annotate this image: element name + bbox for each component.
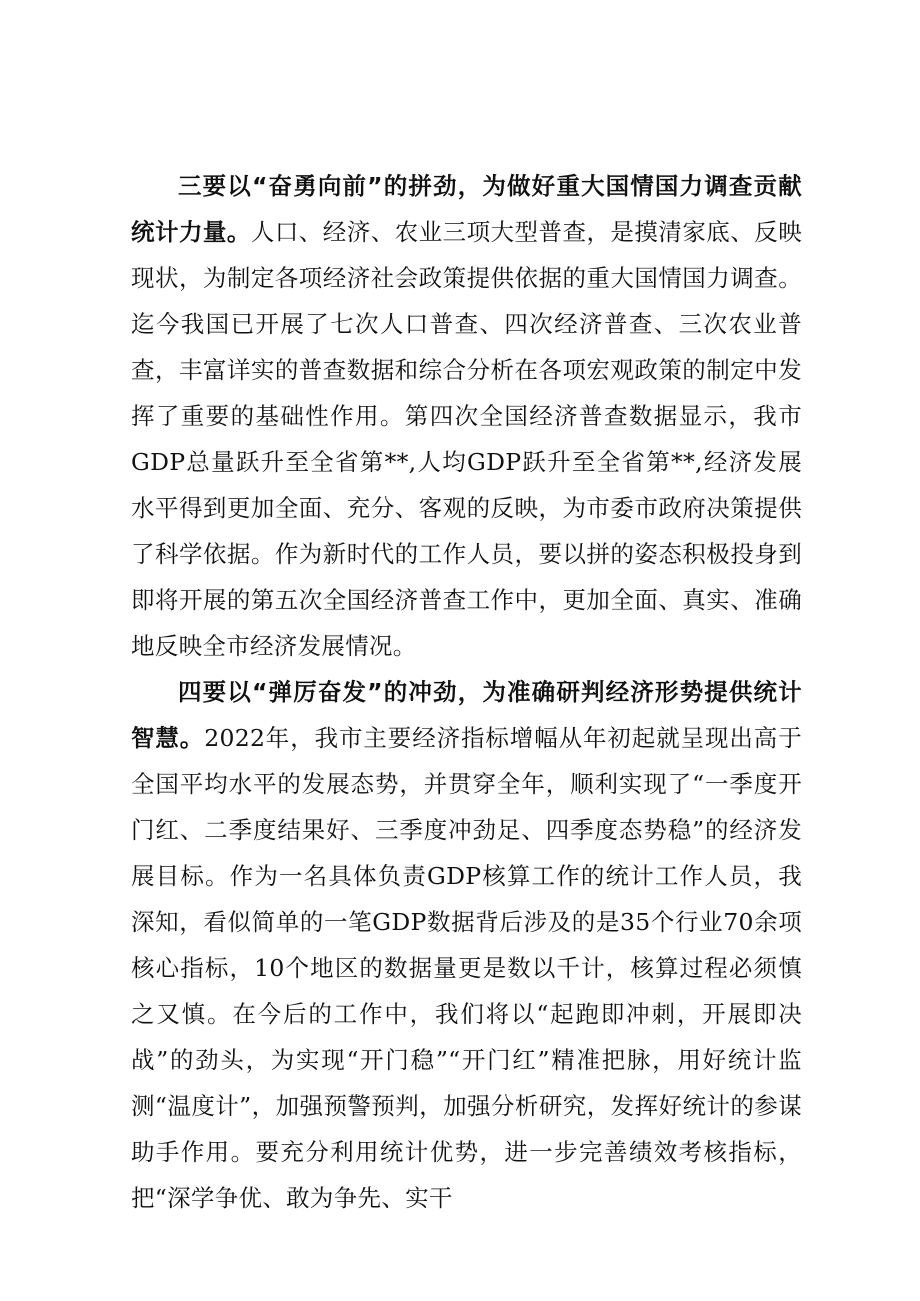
paragraph-section-three [131,163,802,669]
paragraph-body-text: 人口、经济、农业三项大型普查，是摸清家底、反映现状，为制定各项经济社会政策提供依据的重大国情国力调查。迄今我国已开展了七次人口普查、四次经济普查、三次农业普查，丰富详实的普查数据和综合分析在各项宏观政策的制定中发挥了重要的基础性作用。第四次全国经济普查数据显示，我市GDP总量跃升至全省第**,人均GDP跃升至全省第**,经济发展水平得到更加全面、充分、客观的反映，为市委市政府决策提供了科学依据。作为新时代的工作人员，要以拼的姿态积极投身到即将开展的第五次全国经济普查工作中，更加全面、真实、准确地反映全市经济发展情况。 [131,218,803,660]
paragraph-lead-heading: 四要以“弹厉奋发”的冲劲，为准确研判经济形势提供统计智慧。 [131,678,802,752]
document-page [131,163,802,1221]
paragraph-section-four [131,669,802,1221]
paragraph-lead-heading: 三要以“奋勇向前”的拼劲，为做好重大国情国力调查贡献统计力量。 [131,172,802,246]
paragraph-body-text: 2022年，我市主要经济指标增幅从年初起就呈现出高于全国平均水平的发展态势，并贯穿全年，顺利实现了“一季度开门红、二季度结果好、三季度冲劲足、四季度态势稳”的经济发展目标。作为一名具体负责GDP核算工作的统计工作人员，我深知，看似简单的一笔GDP数据背后涉及的是35个行业70余项核心指标，10个地区的数据量更是数以千计，核算过程必须慎之又慎。在今后的工作中，我们将以“起跑即冲刺，开展即决战”的劲头，为实现“开门稳”“开门红”精准把脉，用好统计监测“温度计”，加强预警预判，加强分析研究，发挥好统计的参谋助手作用。要充分利用统计优势，进一步完善绩效考核指标，把“深学争优、敢为争先、实干 [131,724,802,1212]
